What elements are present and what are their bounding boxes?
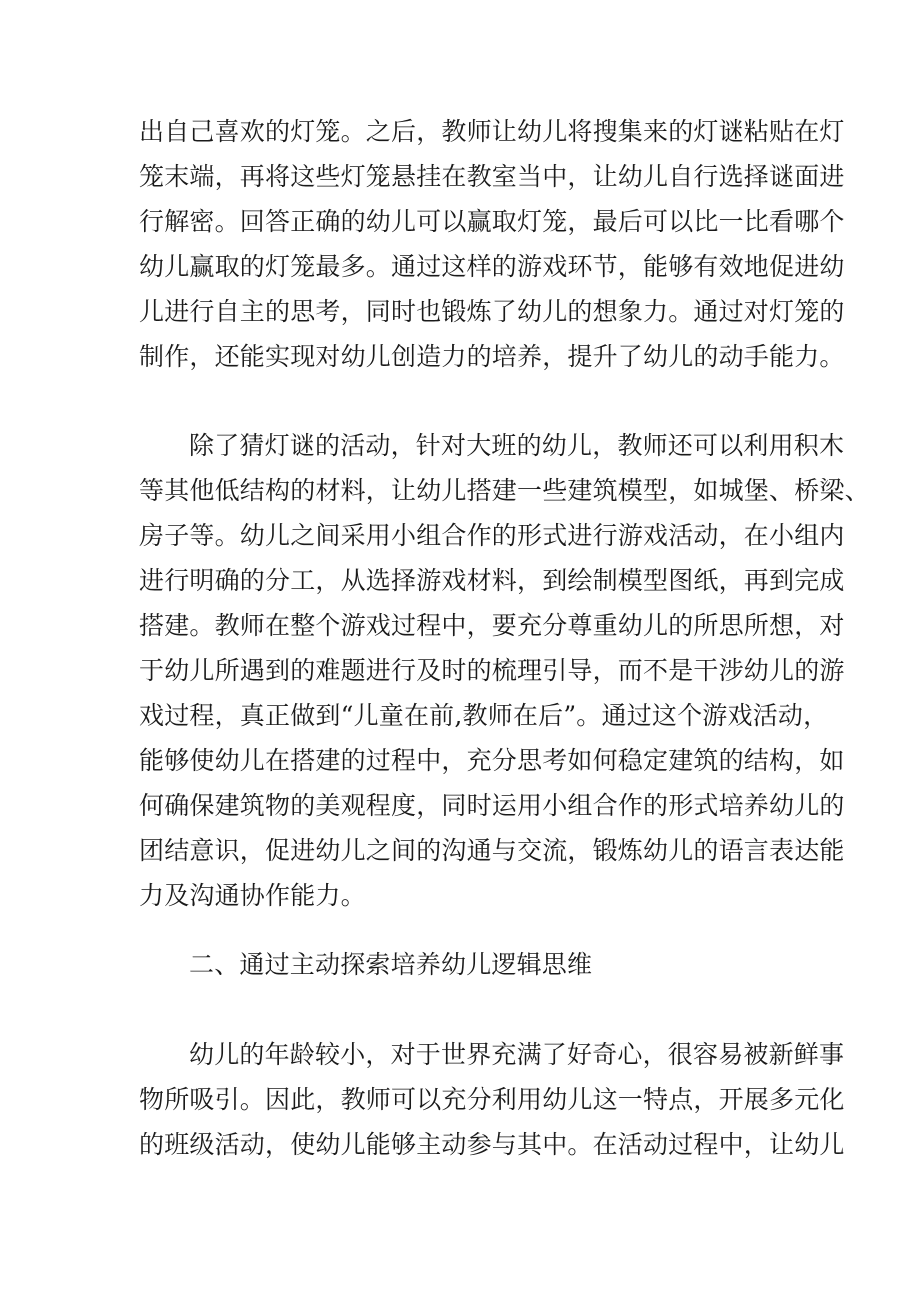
section-heading-text: 二、通过主动探索培养幼儿逻辑思维 <box>189 950 593 979</box>
text-line: 制作，还能实现对幼儿创造力的培养，提升了幼儿的动手能力。 <box>139 342 845 371</box>
body-paragraph-2 <box>139 423 870 918</box>
body-paragraph-1 <box>139 109 845 379</box>
body-paragraph-3 <box>139 1032 845 1167</box>
text-line: 幼儿的年龄较小，对于世界充满了好奇心，很容易被新鲜事 <box>189 1040 845 1069</box>
text-line: 能够使幼儿在搭建的过程中，充分思考如何稳定建筑的结构，如 <box>139 746 845 775</box>
text-line: 出自己喜欢的灯笼。之后，教师让幼儿将搜集来的灯谜粘贴在灯 <box>139 117 845 146</box>
text-line: 除了猜灯谜的活动，针对大班的幼儿，教师还可以利用积木 <box>189 431 845 460</box>
text-line: 幼儿赢取的灯笼最多。通过这样的游戏环节，能够有效地促进幼 <box>139 252 845 281</box>
text-line: 进行明确的分工，从选择游戏材料，到绘制模型图纸，再到完成 <box>139 566 845 595</box>
text-line: 行解密。回答正确的幼儿可以赢取灯笼，最后可以比一比看哪个 <box>139 207 845 236</box>
text-line: 等其他低结构的材料，让幼儿搭建一些建筑模型，如城堡、桥梁、 <box>139 476 870 505</box>
text-line: 搭建。教师在整个游戏过程中，要充分尊重幼儿的所思所想，对 <box>139 611 845 640</box>
text-line: 力及沟通协作能力。 <box>139 881 366 910</box>
text-line: 儿进行自主的思考，同时也锻炼了幼儿的想象力。通过对灯笼的 <box>139 297 845 326</box>
text-line: 物所吸引。因此，教师可以充分利用幼儿这一特点，开展多元化 <box>139 1085 845 1114</box>
text-line: 的班级活动，使幼儿能够主动参与其中。在活动过程中，让幼儿 <box>139 1130 845 1159</box>
text-line: 戏过程，真正做到“儿童在前,教师在后”。通过这个游戏活动， <box>139 701 829 730</box>
text-line: 笼末端，再将这些灯笼悬挂在教室当中，让幼儿自行选择谜面进 <box>139 162 845 191</box>
text-line: 团结意识，促进幼儿之间的沟通与交流，锻炼幼儿的语言表达能 <box>139 836 845 865</box>
text-line: 何确保建筑物的美观程度，同时运用小组合作的形式培养幼儿的 <box>139 791 845 820</box>
text-line: 于幼儿所遇到的难题进行及时的梳理引导，而不是干涉幼儿的游 <box>139 656 845 685</box>
text-line: 房子等。幼儿之间采用小组合作的形式进行游戏活动，在小组内 <box>139 521 845 550</box>
section-heading <box>139 942 797 987</box>
